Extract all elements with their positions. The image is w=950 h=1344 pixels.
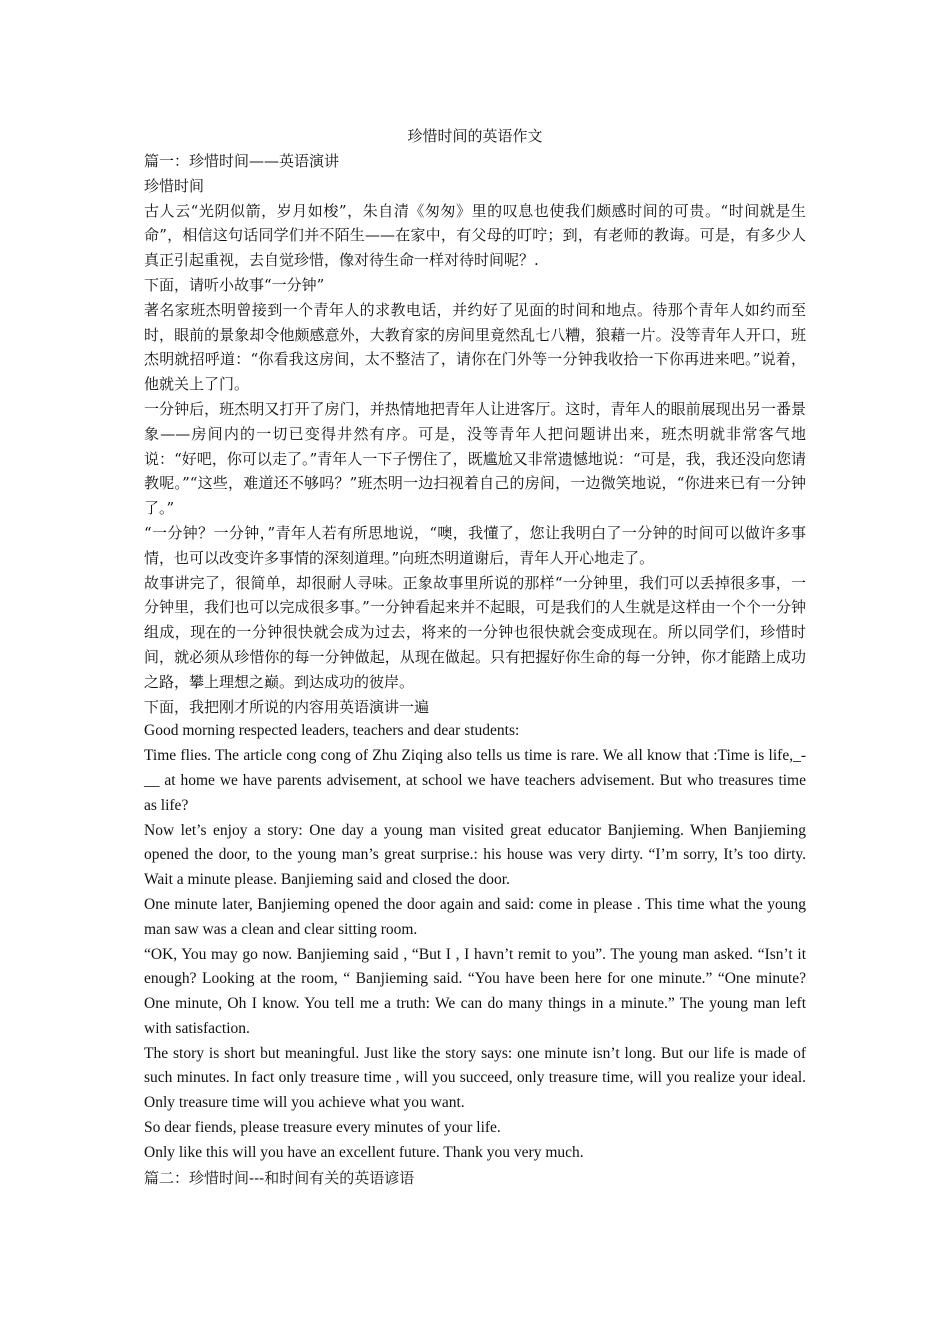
paragraph: Now let’s enjoy a story: One day a young man visited great educator Banjieming. When Banjieming opened the door, to the young man’s great surprise.: his house was very dirty. “I’m sorry, It’s too dirty. Wait a minute please. Banjieming said and closed the door. — [144, 821, 806, 889]
paragraph: One minute later, Banjieming opened the door again and said: come in please . This time what the young man saw was a clean and clear sitting room. — [144, 895, 806, 938]
paragraph: 篇二：珍惜时间---和时间有关的英语谚语 — [144, 1168, 415, 1187]
document-page — [144, 124, 806, 1190]
document-title: 珍惜时间的英语作文 — [407, 127, 543, 145]
paragraph: 篇一：珍惜时间——英语演讲 — [144, 152, 340, 170]
paragraph: 著名家班杰明曾接到一个青年人的求教电话，并约好了见面的时间和地点。待那个青年人如约而至时，眼前的景象却令他颇感意外，大教育家的房间里竟然乱七八糟，狼藉一片。没等青年人开口，班杰明就招呼道：“你看我这房间，太不整洁了，请你在门外等一分钟我收拾一下你再进来吧。”说着，他就关上了门。 — [144, 300, 806, 394]
paragraph: 一分钟后，班杰明又打开了房门，并热情地把青年人让进客厅。这时，青年人的眼前展现出另一番景象——房间内的一切已变得井然有序。可是，没等青年人把问题讲出来，班杰明就非常客气地说：“好吧，你可以走了。”青年人一下子愣住了，既尴尬又非常遗憾地说：“可是，我，我还没向您请教呢。”“这些，难道还不够吗？”班杰明一边扫视着自己的房间，一边微笑地说，“你进来已有一分钟了。” — [144, 399, 806, 518]
paragraph: 珍惜时间 — [144, 176, 205, 195]
paragraph: 下面，我把刚才所说的内容用英语演讲一遍 — [144, 697, 430, 716]
paragraph: Good morning respected leaders, teachers and dear students: — [144, 722, 520, 740]
paragraph: Time flies. The article cong cong of Zhu Ziqing also tells us time is rare. We all know that :Time is life,_-__ at home we have parents advisement, at school we have teachers advisement. But who treasures time as life? — [144, 747, 806, 814]
paragraph: “OK, You may go now. Banjieming said , “But I , I havn’t remit to you”. The young man asked. “Isn’t it enough? Looking at the room, “ Banjieming said. “You have been here for one minute.” “One minute? One minute, Oh I know. You tell me a truth: We can do many things in a minute.” The young man left with satisfaction. — [144, 945, 806, 1037]
paragraph: “一分钟？一分钟，”青年人若有所思地说，“噢，我懂了，您让我明白了一分钟的时间可以做许多事情，也可以改变许多事情的深刻道理。”向班杰明道谢后，青年人开心地走了。 — [144, 523, 806, 567]
paragraph: The story is short but meaningful. Just like the story says: one minute isn’t long. But our life is made of such minutes. In fact only treasure time , will you succeed, only treasure time, will you realize your ideal. Only treasure time will you achieve what you want. — [144, 1044, 806, 1112]
paragraph: So dear fiends, please treasure every minutes of your life. — [144, 1119, 501, 1137]
paragraph: 下面，请听小故事“一分钟” — [144, 275, 325, 294]
paragraph: 故事讲完了，很简单，却很耐人寻味。正象故事里所说的那样“一分钟里，我们可以丢掉很多事，一分钟里，我们也可以完成很多事。”一分钟看起来并不起眼，可是我们的人生就是这样由一个个一分钟组成，现在的一分钟很快就会成为过去，将来的一分钟也很快就会变成现在。所以同学们，珍惜时间，就必须从珍惜你的每一分钟做起，从现在做起。只有把握好你生命的每一分钟，你才能踏上成功之路，攀上理想之巅。到达成功的彼岸。 — [144, 573, 806, 691]
paragraph: Only like this will you have an excellent future. Thank you very much. — [144, 1143, 584, 1161]
paragraph: 古人云“光阴似箭，岁月如梭”，朱自清《匆匆》里的叹息也使我们颇感时间的可贵。“时间就是生命”，相信这句话同学们并不陌生——在家中，有父母的叮咛；到，有老师的教诲。可是，有多少人真正引起重视，去自觉珍惜，像对待生命一样对待时间呢？. — [144, 201, 806, 270]
